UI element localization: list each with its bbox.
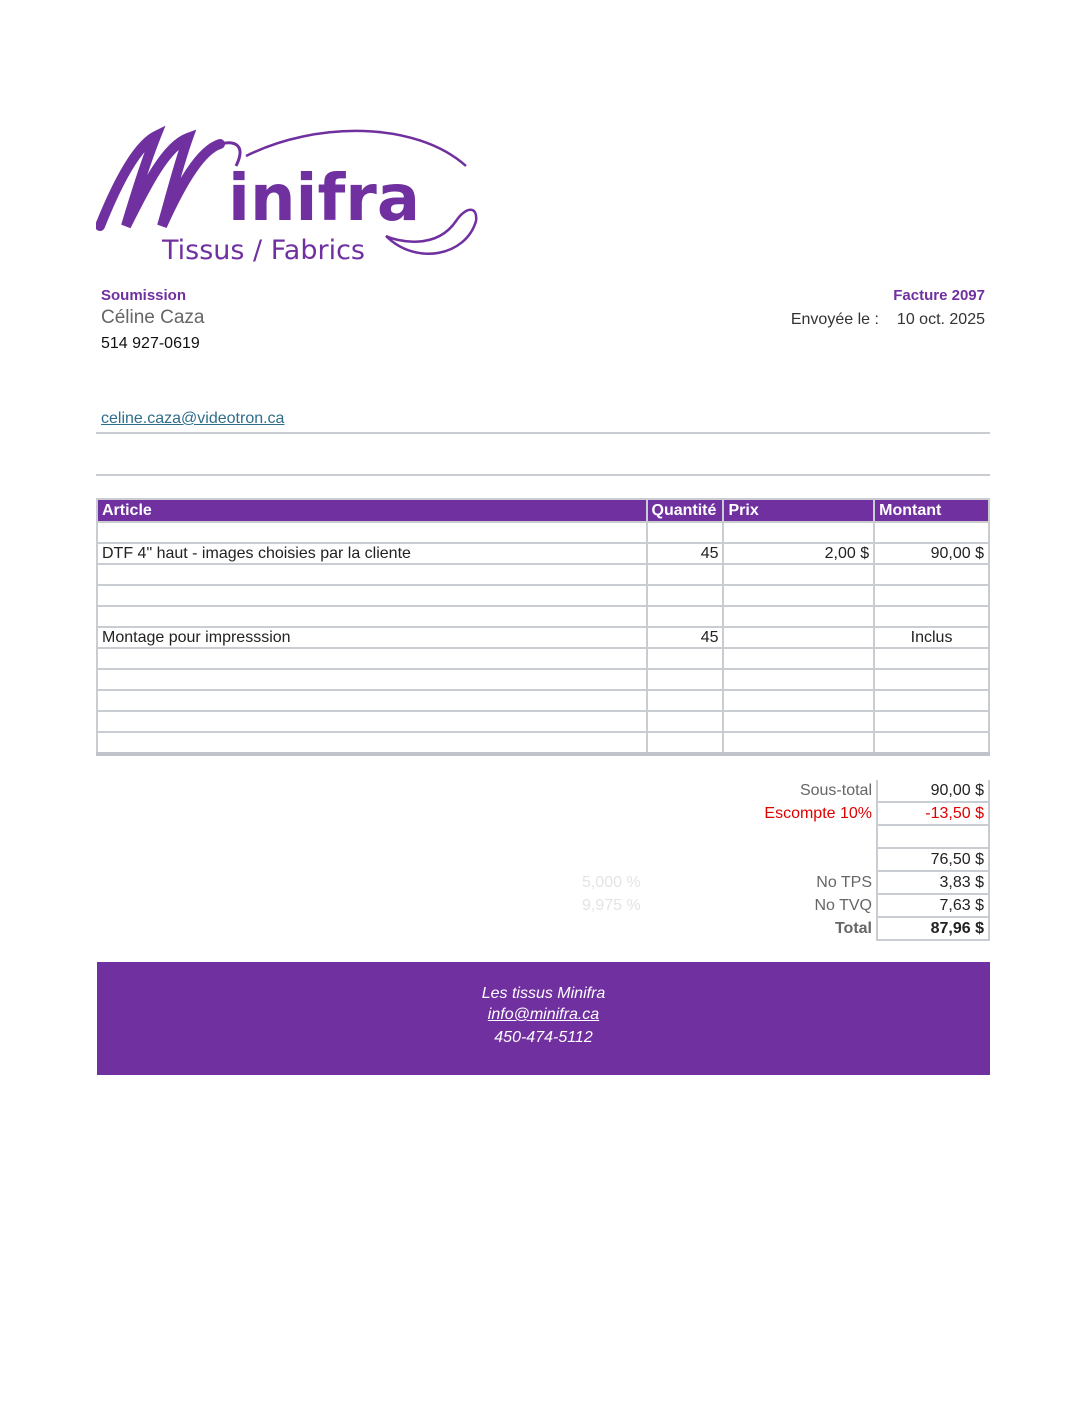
cell-article (97, 732, 647, 754)
cell-article (97, 669, 647, 690)
cell-quantity (647, 648, 724, 669)
cell-quantity (647, 669, 724, 690)
cell-amount (874, 669, 989, 690)
cell-price (723, 627, 874, 648)
cell-price (723, 564, 874, 585)
cell-price: 2,00 $ (723, 543, 874, 564)
sent-date: 10 oct. 2025 (896, 311, 985, 328)
table-row (97, 522, 989, 543)
logo-wordmark: inifra (228, 162, 421, 236)
cell-quantity (647, 564, 724, 585)
discount-row (96, 803, 990, 826)
sent-label: Envoyée le : (790, 311, 879, 328)
net-row (96, 849, 990, 872)
totals-section (96, 780, 990, 941)
client-phone: 514 927-0619 (101, 335, 200, 352)
cell-quantity (647, 522, 724, 543)
header-article: Article (97, 499, 647, 522)
cell-quantity (647, 732, 724, 754)
client-email-link[interactable]: celine.caza@videotron.ca (101, 410, 285, 427)
table-row (97, 711, 989, 732)
cell-quantity (647, 711, 724, 732)
table-row (97, 732, 989, 754)
footer-company: Les tissus Minifra (481, 985, 606, 1002)
tvq-rate: 9,975 % (582, 897, 641, 914)
sent-date-line (791, 311, 985, 329)
table-row (97, 690, 989, 711)
cell-article (97, 648, 647, 669)
client-name: Céline Caza (101, 307, 205, 328)
logo-tagline: Tissus / Fabrics (162, 235, 365, 266)
footer-phone: 450-474-5112 (494, 1029, 593, 1046)
cell-quantity (647, 690, 724, 711)
cell-amount (874, 522, 989, 543)
cell-amount (874, 648, 989, 669)
table-row (97, 585, 989, 606)
cell-price (723, 606, 874, 627)
subtotal-label: Sous-total (799, 782, 872, 799)
total-value: 87,96 $ (876, 918, 990, 941)
footer-email-link[interactable]: info@minifra.ca (487, 1006, 600, 1023)
total-label: Total (834, 920, 872, 937)
cell-article (97, 690, 647, 711)
cell-quantity (647, 585, 724, 606)
cell-amount: 90,00 $ (874, 543, 989, 564)
footer-banner (97, 962, 990, 1075)
cell-price (723, 711, 874, 732)
divider (96, 474, 990, 476)
document-type: Soumission (101, 287, 187, 304)
net-value: 76,50 $ (876, 849, 990, 872)
tvq-value: 7,63 $ (876, 895, 990, 918)
cell-article (97, 711, 647, 732)
header-amount: Montant (874, 499, 989, 522)
table-row (97, 564, 989, 585)
cell-quantity: 45 (647, 543, 724, 564)
cell-amount: Inclus (874, 627, 989, 648)
cell-quantity (647, 606, 724, 627)
cell-amount (874, 564, 989, 585)
invoice-info (791, 287, 985, 329)
cell-article: DTF 4" haut - images choisies par la cliente (97, 543, 647, 564)
header-quantity: Quantité (647, 499, 724, 522)
cell-price (723, 669, 874, 690)
table-row (97, 543, 989, 564)
cell-price (723, 648, 874, 669)
discount-value: -13,50 $ (876, 803, 990, 826)
cell-amount (874, 606, 989, 627)
cell-article (97, 522, 647, 543)
tvq-row (96, 895, 990, 918)
cell-price (723, 732, 874, 754)
tps-row (96, 872, 990, 895)
cell-article: Montage pour impresssion (97, 627, 647, 648)
header-price: Prix (723, 499, 874, 522)
table-row (97, 648, 989, 669)
cell-price (723, 522, 874, 543)
tps-value: 3,83 $ (876, 872, 990, 895)
blank-value (876, 826, 990, 849)
table-row (97, 606, 989, 627)
email-row (96, 410, 990, 434)
cell-price (723, 585, 874, 606)
tvq-label: No TVQ (814, 897, 872, 914)
cell-price (723, 690, 874, 711)
subtotal-row (96, 780, 990, 803)
cell-amount (874, 690, 989, 711)
cell-article (97, 606, 647, 627)
invoice-number: Facture 2097 (893, 287, 985, 304)
table-row (97, 669, 989, 690)
tps-label: No TPS (816, 874, 872, 891)
company-logo (96, 126, 496, 266)
discount-label: Escompte 10% (764, 805, 872, 822)
table-row (97, 627, 989, 648)
client-info (101, 287, 205, 353)
table-header-row (97, 499, 989, 522)
cell-amount (874, 711, 989, 732)
tps-rate: 5,000 % (582, 874, 641, 891)
subtotal-value: 90,00 $ (876, 780, 990, 803)
cell-amount (874, 732, 989, 754)
items-table (96, 498, 990, 756)
cell-article (97, 564, 647, 585)
cell-quantity: 45 (647, 627, 724, 648)
blank-total-row (96, 826, 990, 849)
total-row (96, 918, 990, 941)
cell-amount (874, 585, 989, 606)
cell-article (97, 585, 647, 606)
